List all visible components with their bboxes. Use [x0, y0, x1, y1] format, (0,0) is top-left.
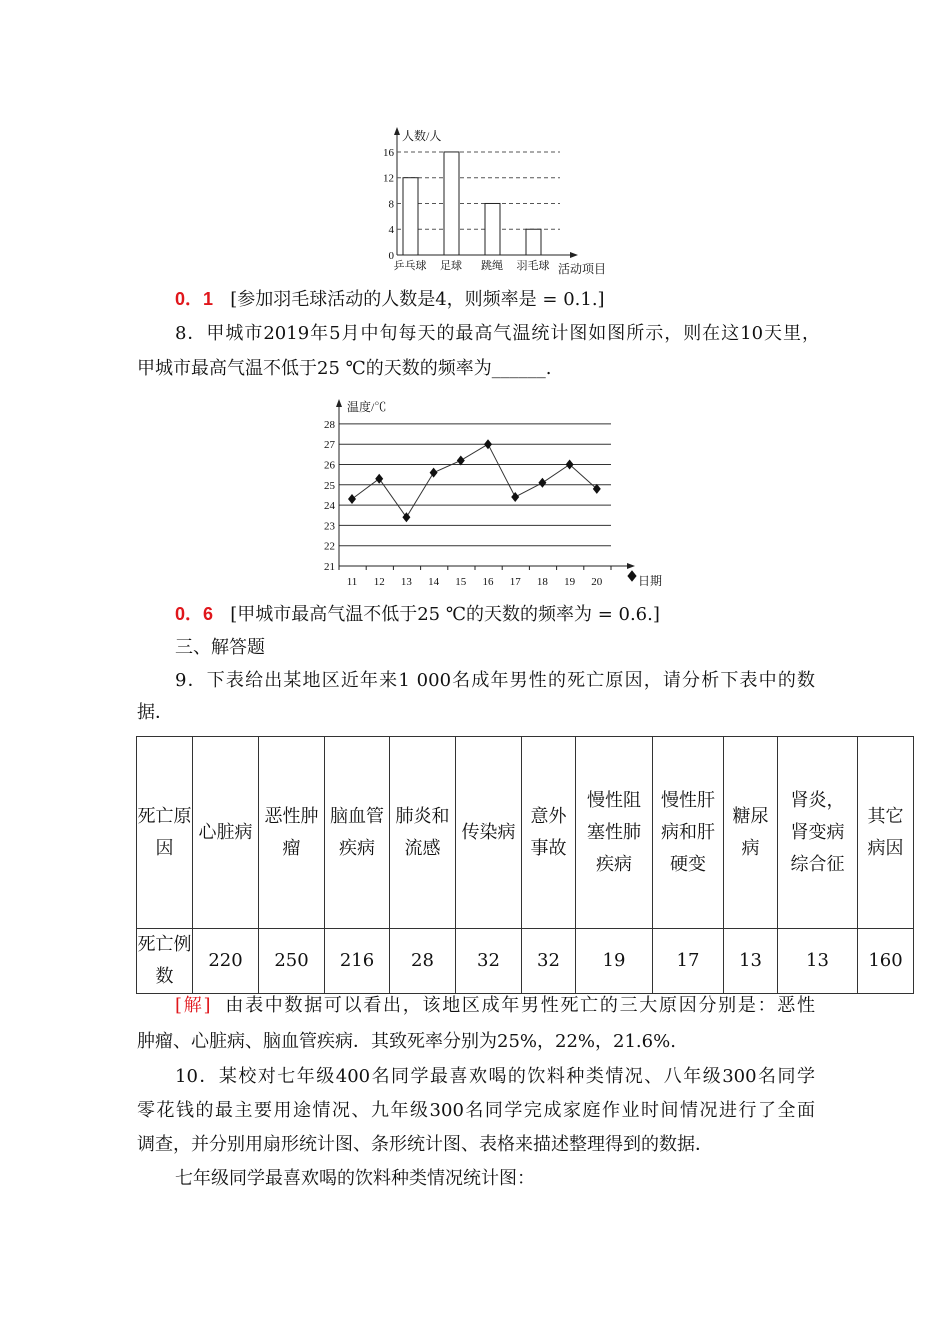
q10-line1: 10．某校对七年级400名同学最喜欢喝的饮料种类情况、八年级300名同学	[175, 1066, 815, 1087]
y-axis-arrow	[394, 127, 400, 135]
death-cause-table	[136, 736, 914, 994]
answer-number: 0．6	[175, 604, 214, 624]
q10-line3: 调查，并分别用扇形统计图、条形统计图、表格来描述整理得到的数据．	[137, 1134, 713, 1155]
y-axis-title: 温度/℃	[347, 400, 387, 414]
column-header: 慢性肝病和肝硬变	[653, 737, 724, 929]
row-header-cause: 死亡原因	[137, 737, 193, 929]
q7-answer	[175, 288, 605, 311]
legend-marker	[628, 571, 636, 581]
q10-line4: 七年级同学最喜欢喝的饮料种类情况统计图：	[175, 1168, 535, 1189]
y-tick-label: 21	[324, 561, 335, 573]
answer-explanation: [参加羽毛球活动的人数是4，则频率是 = 0.1.]	[230, 289, 605, 310]
column-header: 脑血管疾病	[325, 737, 390, 929]
data-point	[593, 484, 601, 494]
q10-line2: 零花钱的最主要用途情况、九年级300名同学完成家庭作业时间情况进行了全面	[137, 1100, 815, 1121]
data-point	[457, 455, 465, 465]
x-axis-arrow	[570, 252, 578, 258]
y-axis-arrow	[336, 399, 342, 407]
death-count-cell: 32	[522, 929, 576, 994]
column-header: 肾炎，肾变病综合征	[778, 737, 858, 929]
y-tick-label: 22	[324, 540, 335, 553]
data-point	[511, 492, 519, 502]
x-tick-label: 12	[373, 576, 385, 588]
y-tick-label: 26	[324, 459, 335, 472]
answer-explanation: [甲城市最高气温不低于25 ℃的天数的频率为 = 0.6.]	[230, 604, 660, 625]
bar-chart-activities	[370, 120, 630, 285]
x-tick-label: 乒乓球	[393, 260, 427, 272]
q9-line2: 据．	[137, 702, 173, 723]
data-point	[538, 478, 546, 488]
y-tick-label: 12	[383, 172, 394, 185]
section-heading: 三、解答题	[175, 637, 265, 658]
x-tick-label: 跳绳	[481, 260, 503, 272]
death-count-cell: 250	[259, 929, 325, 994]
q9-solution-line2: 肿瘤、心脏病、脑血管疾病．其致死率分别为25%，22%，21.6%.	[137, 1031, 676, 1052]
x-tick-label: 13	[400, 576, 412, 588]
x-tick-label: 足球	[440, 260, 462, 272]
y-tick-label: 8	[388, 198, 394, 211]
y-tick-label: 23	[324, 520, 335, 533]
bar	[526, 229, 541, 255]
answer-number: 0．1	[175, 289, 214, 309]
q8-answer	[175, 603, 660, 626]
y-tick-label: 16	[383, 146, 394, 159]
x-tick-label: 19	[564, 576, 576, 588]
x-tick-label: 羽毛球	[516, 260, 550, 272]
death-count-cell: 13	[778, 929, 858, 994]
death-count-cell: 17	[653, 929, 724, 994]
solution-text: 由表中数据可以看出，该地区成年男性死亡的三大原因分别是：恶性	[225, 995, 815, 1016]
y-tick-label: 28	[324, 418, 335, 431]
data-point	[566, 460, 574, 470]
death-count-cell: 19	[576, 929, 653, 994]
y-tick-label: 25	[324, 479, 335, 492]
y-tick-label: 27	[324, 439, 335, 452]
q8-line1: 8．甲城市2019年5月中旬每天的最高气温统计图如图所示，则在这10天里，	[175, 323, 820, 344]
data-point	[430, 468, 438, 478]
x-tick-label: 18	[536, 576, 548, 588]
q8-line2: 甲城市最高气温不低于25 ℃的天数的频率为______.	[137, 358, 552, 379]
y-tick-label: 0	[388, 250, 394, 262]
y-tick-label: 24	[324, 500, 335, 513]
series-line	[352, 444, 597, 517]
column-header: 肺炎和流感	[390, 737, 456, 929]
column-header: 心脏病	[193, 737, 259, 929]
column-header: 慢性阻塞性肺疾病	[576, 737, 653, 929]
x-tick-label: 14	[428, 576, 440, 588]
death-count-cell: 220	[193, 929, 259, 994]
q9-line1: 9．下表给出某地区近年来1 000名成年男性的死亡原因，请分析下表中的数	[175, 670, 815, 691]
solution-tag: [解]	[175, 995, 211, 1016]
row-header-count: 死亡例数	[137, 929, 193, 994]
line-chart-temperature	[310, 395, 670, 595]
x-axis-arrow	[627, 563, 635, 569]
death-count-cell: 32	[456, 929, 522, 994]
column-header: 糖尿病	[724, 737, 778, 929]
bar	[485, 203, 500, 255]
data-point	[348, 494, 356, 504]
y-axis-title: 人数/人	[402, 129, 442, 143]
x-tick-label: 16	[482, 576, 494, 588]
death-count-cell: 13	[724, 929, 778, 994]
data-point	[484, 439, 492, 449]
x-tick-label: 11	[346, 576, 358, 588]
column-header: 恶性肿瘤	[259, 737, 325, 929]
death-count-cell: 160	[858, 929, 914, 994]
column-header: 其它病因	[858, 737, 914, 929]
column-header: 意外事故	[522, 737, 576, 929]
q9-solution-line1	[175, 995, 815, 1017]
y-tick-label: 4	[388, 224, 394, 237]
death-count-cell: 28	[390, 929, 456, 994]
bar	[403, 178, 418, 255]
x-axis-title: 活动项目	[558, 262, 607, 276]
x-tick-label: 17	[509, 576, 521, 588]
column-header: 传染病	[456, 737, 522, 929]
x-tick-label: 15	[455, 576, 467, 588]
bar	[444, 152, 459, 255]
death-count-cell: 216	[325, 929, 390, 994]
x-axis-title: 日期	[638, 574, 663, 588]
x-tick-label: 20	[591, 576, 603, 588]
